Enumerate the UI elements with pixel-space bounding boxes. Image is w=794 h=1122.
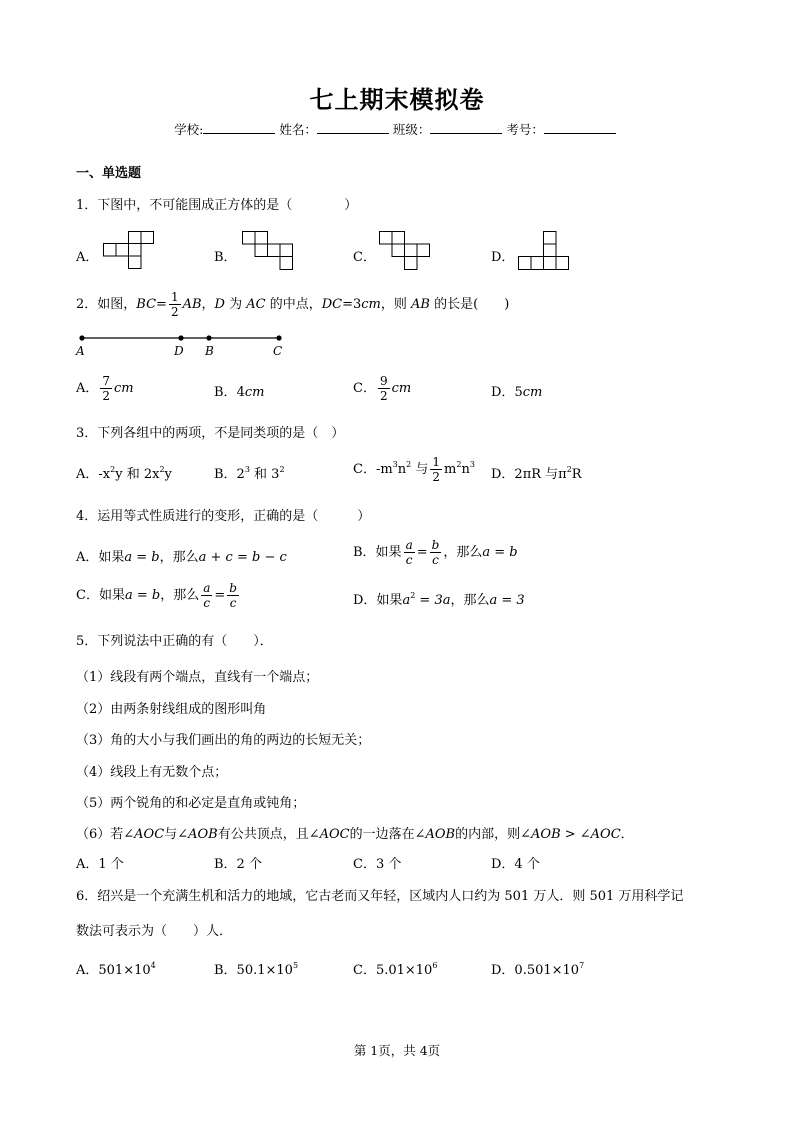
q3-option-c: C．$-m^3n^2$ 与 $\frac{1}{2}$ $m^2n^3$ [353, 455, 475, 484]
q2-stem: 2．如图，BC= $\frac{1}{2}$ AB，D 为 AC 的中点，DC=3cm，则 AB 的长是( ) [76, 290, 510, 319]
q5-item-2: （2）由两条射线组成的图形叫角 [76, 702, 267, 717]
point-b [206, 335, 211, 340]
q3-option-b: B．$2^3$ 和 $3^2$ [214, 465, 285, 482]
name-label: 姓名： [279, 122, 317, 137]
q1-option-c-label: C． [353, 250, 376, 265]
q5-option-a: A．1 个 [76, 857, 124, 872]
q2-fraction: $\frac{1}{2}$ [170, 290, 179, 319]
student-info-line [0, 120, 794, 138]
q3-option-d: D．2πR 与$\pi^2R$ [491, 465, 582, 482]
q4-option-d: D．如果$a^2 = 3a$，那么a = 3 [353, 591, 525, 608]
q2-option-c: C． $\frac{9}{2}$ cm [353, 374, 412, 403]
label-a: A [76, 344, 85, 358]
q6-option-d: D．$0.501\times 10^7$ [491, 961, 585, 978]
q2-option-d: D．5cm [491, 385, 543, 400]
point-c [276, 335, 281, 340]
section-heading: 一、单选题 [76, 166, 142, 181]
q4-option-c: C．如果a = b，那么 $\frac{a}{c}$ = $\frac{b}{c}$ [76, 581, 237, 610]
q3-stem: 3．下列各组中的两项，不是同类项的是（ ） [76, 426, 345, 441]
label-b: B [205, 344, 214, 358]
q2-option-b: B．4cm [214, 385, 265, 400]
q2-option-a: A． $\frac{7}{2}$ cm [76, 374, 134, 403]
page-title: 七上期末模拟卷 [309, 86, 485, 114]
q1-option-b-label: B． [214, 250, 237, 265]
q1-net-d [518, 231, 570, 271]
q6-option-a: A．$501\times 10^4$ [76, 961, 156, 978]
q5-item-3: （3）角的大小与我们画出的角的两边的长短无关； [76, 733, 371, 748]
q6-stem-line-1: 6．绍兴是一个充满生机和活力的地域，它古老而又年轻，区域内人口约为 501 万人．则 501 万用科学记 [76, 889, 684, 904]
label-c: C [273, 344, 283, 358]
label-d: D [174, 344, 184, 358]
q5-option-d: D．4 个 [491, 857, 540, 872]
q5-item-5: （5）两个锐角的和必定是直角或钝角； [76, 796, 306, 811]
id-blank[interactable] [544, 121, 616, 134]
class-label: 班级： [392, 122, 431, 137]
q4-option-a: A．如果a = b，那么a + c = b − c [76, 550, 287, 565]
page-footer: 第 1页，共 4页 [353, 1043, 441, 1058]
q6-option-b: B．$50.1\times 10^5$ [214, 961, 299, 978]
point-d [178, 335, 183, 340]
point-a [79, 335, 84, 340]
class-blank[interactable] [430, 121, 502, 134]
name-blank[interactable] [317, 121, 389, 134]
q1-stem: 1．下图中，不可能围成正方体的是（ ） [76, 198, 358, 213]
q6-stem-line-2: 数法可表示为（ ）人． [76, 924, 233, 939]
q5-stem: 5．下列说法中正确的有（ ）． [76, 634, 273, 649]
q1-net-a [103, 231, 155, 269]
q1-option-d-label: D． [491, 250, 515, 265]
q6-option-c: C．$5.01\times 10^6$ [353, 961, 438, 978]
q5-item-4: （4）线段上有无数个点； [76, 765, 228, 780]
q1-option-a-label: A． [76, 250, 99, 265]
q4-stem: 4．运用等式性质进行的变形，正确的是（ ） [76, 509, 371, 524]
id-label: 考号： [506, 122, 544, 137]
q4-option-b: B．如果 $\frac{a}{c}$ = $\frac{b}{c}$ ，那么a = b [353, 538, 518, 567]
q5-item-1: （1）线段有两个端点，直线有一个端点； [76, 670, 319, 685]
q3-option-a: A．$-x^2y$ 和 $2x^2y$ [76, 465, 172, 482]
q5-option-c: C．3 个 [353, 857, 402, 872]
q5-item-6: （6）若∠AOC与∠AOB有公共顶点，且∠AOC的一边落在∠AOB的内部，则∠AOB > ∠AOC． [76, 827, 634, 842]
q2-line-segment-figure [74, 330, 294, 358]
q1-net-c [379, 231, 431, 271]
q1-net-b [242, 231, 294, 271]
q5-option-b: B．2 个 [214, 857, 262, 872]
school-blank[interactable] [203, 121, 275, 134]
school-label: 学校: [174, 122, 204, 137]
